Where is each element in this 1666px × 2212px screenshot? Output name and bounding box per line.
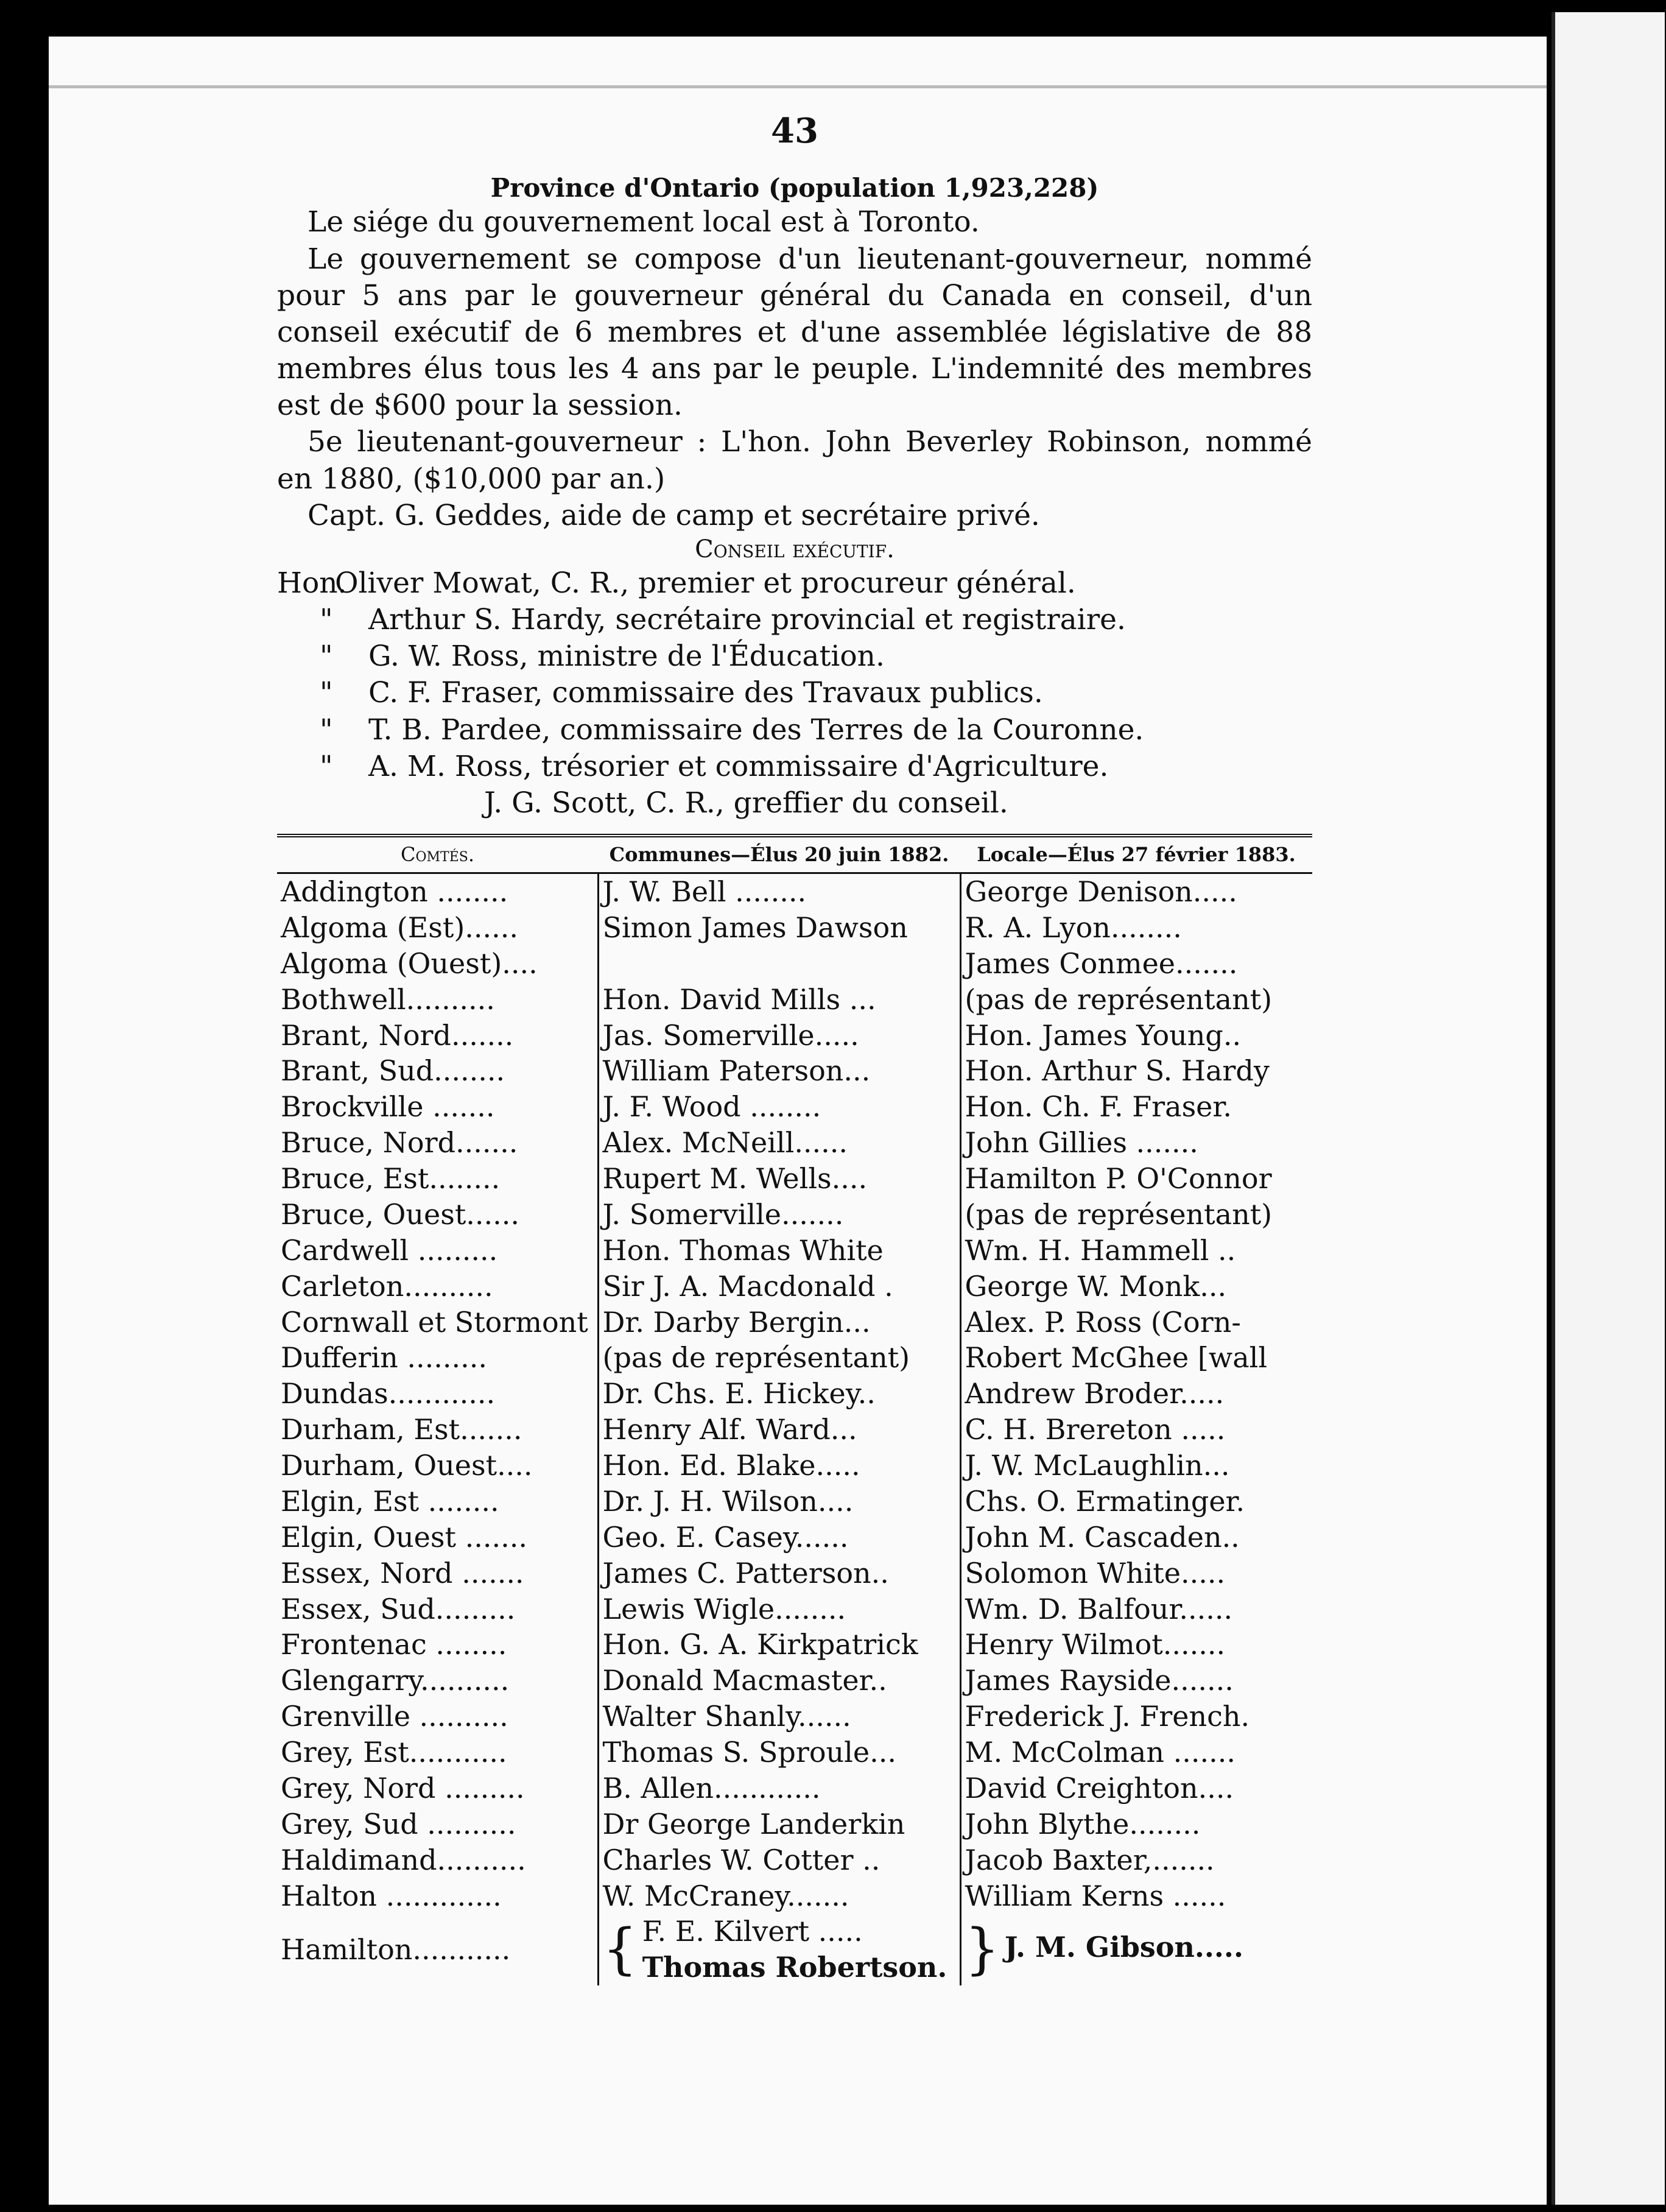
table-row xyxy=(277,1125,1312,1161)
cell-locale: Solomon White..... xyxy=(965,1556,1226,1590)
table-row xyxy=(277,1412,1312,1448)
cell-county: Brant, Nord....... xyxy=(281,1018,514,1052)
cell-communes: Sir J. A. Macdonald . xyxy=(598,1269,960,1305)
page-top-edge xyxy=(49,37,1547,88)
cell-locale: Frederick J. French. xyxy=(965,1700,1250,1733)
cell-locale: Andrew Broder..... xyxy=(965,1377,1225,1411)
cell-county: Grey, Sud .......... xyxy=(281,1807,516,1840)
table-row xyxy=(277,1269,1312,1305)
table-row xyxy=(277,1484,1312,1520)
cell-communes: Walter Shanly...... xyxy=(598,1699,960,1735)
header-comtes: Comtés. xyxy=(277,836,598,873)
table-row xyxy=(277,1591,1312,1627)
table-row-hamilton xyxy=(277,1914,1312,1985)
cell-communes: J. W. Bell ........ xyxy=(598,873,960,910)
table-row xyxy=(277,1089,1312,1125)
table-row xyxy=(277,1233,1312,1269)
cell-locale: William Kerns ...... xyxy=(965,1879,1226,1912)
cell-county: Addington ........ xyxy=(281,875,508,909)
government-paragraph: Le gouvernement se compose d'un lieutenant-gouverneur, nommé pour 5 ans par le gouverneur général du Canada en conseil, d'un conseil exécutif de 6 membres et d'une assemblée législative de 88 membres élus tous les 4 ans par le peuple. L'indemnité des membres est de $600 pour la session. xyxy=(277,242,1312,423)
cell-communes: Dr George Landerkin xyxy=(598,1806,960,1842)
cell-county: Algoma (Ouest).... xyxy=(281,946,538,980)
lieutenant-paragraph: 5e lieutenant-gouverneur : L'hon. John Beverley Robinson, nommé en 1880, ($10,000 par an.) xyxy=(277,425,1312,496)
minister-item: " A. M. Ross, trésorier et commissaire d'Agriculture. xyxy=(320,749,1109,783)
cell-locale: (pas de représentant) xyxy=(965,982,1273,1016)
cell-communes: Dr. Chs. E. Hickey.. xyxy=(598,1376,960,1412)
cell-county: Bruce, Est........ xyxy=(281,1162,501,1196)
cell-locale: George Denison..... xyxy=(965,875,1237,909)
table-row xyxy=(277,1161,1312,1197)
cell-locale: Hamilton P. O'Connor xyxy=(965,1162,1272,1196)
cell-locale: Robert McGhee [wall xyxy=(965,1341,1268,1375)
cell-locale: M. McColman ....... xyxy=(965,1736,1235,1769)
table-row xyxy=(277,1018,1312,1054)
cell-communes: Lewis Wigle........ xyxy=(598,1591,960,1627)
cell-county: Hamilton........... xyxy=(281,1932,511,1966)
cell-communes: James C. Patterson.. xyxy=(598,1555,960,1591)
minister-item: " Arthur S. Hardy, secrétaire provincial et registraire. xyxy=(320,603,1126,637)
facing-page-edge xyxy=(1552,12,1665,2205)
cell-locale: J. W. McLaughlin... xyxy=(965,1449,1230,1482)
cell-county: Cornwall et Stormont xyxy=(281,1305,588,1339)
table-row xyxy=(277,1770,1312,1806)
cell-locale: (pas de représentant) xyxy=(965,1197,1273,1231)
table-row xyxy=(277,1197,1312,1233)
cell-county: Frontenac ........ xyxy=(281,1628,507,1661)
cell-communes: Hon. David Mills ... xyxy=(598,982,960,1018)
cell-communes: Charles W. Cotter .. xyxy=(598,1842,960,1878)
cell-communes: (pas de représentant) xyxy=(598,1340,960,1376)
cell-county: Durham, Est....... xyxy=(281,1413,522,1446)
cell-communes: J. F. Wood ........ xyxy=(598,1089,960,1125)
table-row xyxy=(277,1842,1312,1878)
table-row xyxy=(277,1663,1312,1699)
province-heading: Province d'Ontario (population 1,923,228) xyxy=(490,172,1099,203)
cell-county: Grenville .......... xyxy=(281,1700,508,1733)
cell-communes: Geo. E. Casey...... xyxy=(598,1520,960,1555)
cell-communes: Dr. Darby Bergin... xyxy=(598,1305,960,1340)
minister-item: " T. B. Pardee, commissaire des Terres de la Couronne. xyxy=(320,713,1144,747)
cell-county: Bruce, Ouest...... xyxy=(281,1197,520,1231)
cell-locale: David Creighton.... xyxy=(965,1771,1234,1805)
cell-county: Carleton.......... xyxy=(281,1269,493,1303)
cell-locale: John Blythe........ xyxy=(965,1807,1201,1840)
header-communes: Communes—Élus 20 juin 1882. xyxy=(598,836,960,873)
cell-locale: Hon. Arthur S. Hardy xyxy=(965,1054,1270,1088)
aide-paragraph: Capt. G. Geddes, aide de camp et secrétaire privé. xyxy=(308,498,1040,532)
cell-county: Brockville ....... xyxy=(281,1090,495,1124)
table-row xyxy=(277,1448,1312,1484)
cell-communes: Hon. Thomas White xyxy=(598,1233,960,1269)
table-row xyxy=(277,946,1312,982)
cell-communes xyxy=(598,946,960,982)
greffier-line: J. G. Scott, C. R., greffier du conseil. xyxy=(484,786,1008,820)
cell-locale: John Gillies ....... xyxy=(965,1126,1198,1160)
cell-county: Haldimand.......... xyxy=(281,1843,526,1876)
cell-communes xyxy=(598,1914,960,1985)
conseil-heading: Conseil exécutif. xyxy=(695,535,895,563)
cell-county: Bothwell.......... xyxy=(281,982,495,1016)
cell-communes: Simon James Dawson xyxy=(598,910,960,946)
cell-locale: John M. Cascaden.. xyxy=(965,1520,1240,1554)
table-row xyxy=(277,1340,1312,1376)
table-row xyxy=(277,1305,1312,1340)
cell-communes: Hon. Ed. Blake..... xyxy=(598,1448,960,1484)
table-row xyxy=(277,1053,1312,1089)
table-row xyxy=(277,1520,1312,1555)
hamilton-communes-1: F. E. Kilvert ..... xyxy=(642,1915,863,1948)
cell-communes: Jas. Somerville..... xyxy=(598,1018,960,1054)
ministers-list xyxy=(277,565,1312,822)
cell-county: Elgin, Est ........ xyxy=(281,1484,499,1518)
cell-locale: Hon. Ch. F. Fraser. xyxy=(965,1090,1232,1124)
hamilton-communes-2: Thomas Robertson. xyxy=(642,1951,947,1984)
table-row xyxy=(277,873,1312,910)
cell-county: Dufferin ......... xyxy=(281,1341,487,1375)
cell-communes: Thomas S. Sproule... xyxy=(598,1735,960,1770)
cell-locale: Jacob Baxter,....... xyxy=(965,1843,1215,1876)
cell-county: Grey, Nord ......... xyxy=(281,1771,525,1805)
cell-locale: Wm. H. Hammell .. xyxy=(965,1233,1236,1267)
cell-locale: Hon. James Young.. xyxy=(965,1018,1242,1052)
cell-county: Cardwell ......... xyxy=(281,1233,498,1267)
cell-locale: Alex. P. Ross (Corn- xyxy=(965,1305,1241,1339)
cell-communes: J. Somerville....... xyxy=(598,1197,960,1233)
cell-communes: Rupert M. Wells.... xyxy=(598,1161,960,1197)
cell-county: Durham, Ouest.... xyxy=(281,1449,533,1482)
minister-item: Hon. Oliver Mowat, C. R., premier et procureur général. xyxy=(277,566,1076,601)
cell-locale: James Rayside....... xyxy=(965,1664,1234,1697)
cell-locale: James Conmee....... xyxy=(965,946,1238,980)
header-locale: Locale—Élus 27 février 1883. xyxy=(960,836,1312,873)
page-content xyxy=(277,110,1312,1985)
table-row xyxy=(277,1376,1312,1412)
cell-county: Algoma (Est)...... xyxy=(281,911,519,944)
cell-county: Elgin, Ouest ....... xyxy=(281,1520,527,1554)
table-row xyxy=(277,1735,1312,1770)
table-row xyxy=(277,1806,1312,1842)
table-row xyxy=(277,1878,1312,1914)
table-row xyxy=(277,1555,1312,1591)
cell-locale: Henry Wilmot....... xyxy=(965,1628,1226,1661)
cell-county: Dundas............ xyxy=(281,1377,496,1411)
cell-locale: Wm. D. Balfour...... xyxy=(965,1592,1233,1626)
table-row xyxy=(277,1627,1312,1663)
cell-county: Brant, Sud........ xyxy=(281,1054,505,1088)
cell-county: Essex, Nord ....... xyxy=(281,1556,524,1590)
cell-communes: B. Allen............ xyxy=(598,1770,960,1806)
cell-locale xyxy=(960,1914,1312,1985)
cell-communes: Alex. McNeill...... xyxy=(598,1125,960,1161)
page-number: 43 xyxy=(771,111,818,151)
table-row xyxy=(277,1699,1312,1735)
cell-county: Grey, Est........... xyxy=(281,1736,507,1769)
cell-locale: George W. Monk... xyxy=(965,1269,1227,1303)
table-body xyxy=(277,873,1312,1914)
cell-locale: R. A. Lyon........ xyxy=(965,911,1182,944)
cell-communes: Donald Macmaster.. xyxy=(598,1663,960,1699)
table-header-row xyxy=(277,836,1312,873)
counties-table xyxy=(277,834,1312,1985)
cell-communes: William Paterson... xyxy=(598,1053,960,1089)
cell-county: Glengarry.......... xyxy=(281,1664,510,1697)
cell-locale: Chs. O. Ermatinger. xyxy=(965,1484,1245,1518)
cell-county: Essex, Sud......... xyxy=(281,1592,516,1626)
minister-item: " C. F. Fraser, commissaire des Travaux publics. xyxy=(320,676,1043,710)
brace-icon: { xyxy=(602,1917,638,1982)
cell-county: Bruce, Nord....... xyxy=(281,1126,518,1160)
seat-paragraph: Le siége du gouvernement local est à Toronto. xyxy=(308,205,980,239)
cell-communes: Hon. G. A. Kirkpatrick xyxy=(598,1627,960,1663)
minister-item: " G. W. Ross, ministre de l'Éducation. xyxy=(320,639,885,674)
cell-communes: Henry Alf. Ward... xyxy=(598,1412,960,1448)
hamilton-locale: J. M. Gibson..... xyxy=(1004,1931,1243,1964)
cell-communes: Dr. J. H. Wilson.... xyxy=(598,1484,960,1520)
cell-communes: W. McCraney....... xyxy=(598,1878,960,1914)
cell-county: Halton ............. xyxy=(281,1879,502,1912)
table-row xyxy=(277,982,1312,1018)
table-row xyxy=(277,910,1312,946)
cell-locale: C. H. Brereton ..... xyxy=(965,1413,1226,1446)
brace-icon: } xyxy=(965,1917,1000,1982)
